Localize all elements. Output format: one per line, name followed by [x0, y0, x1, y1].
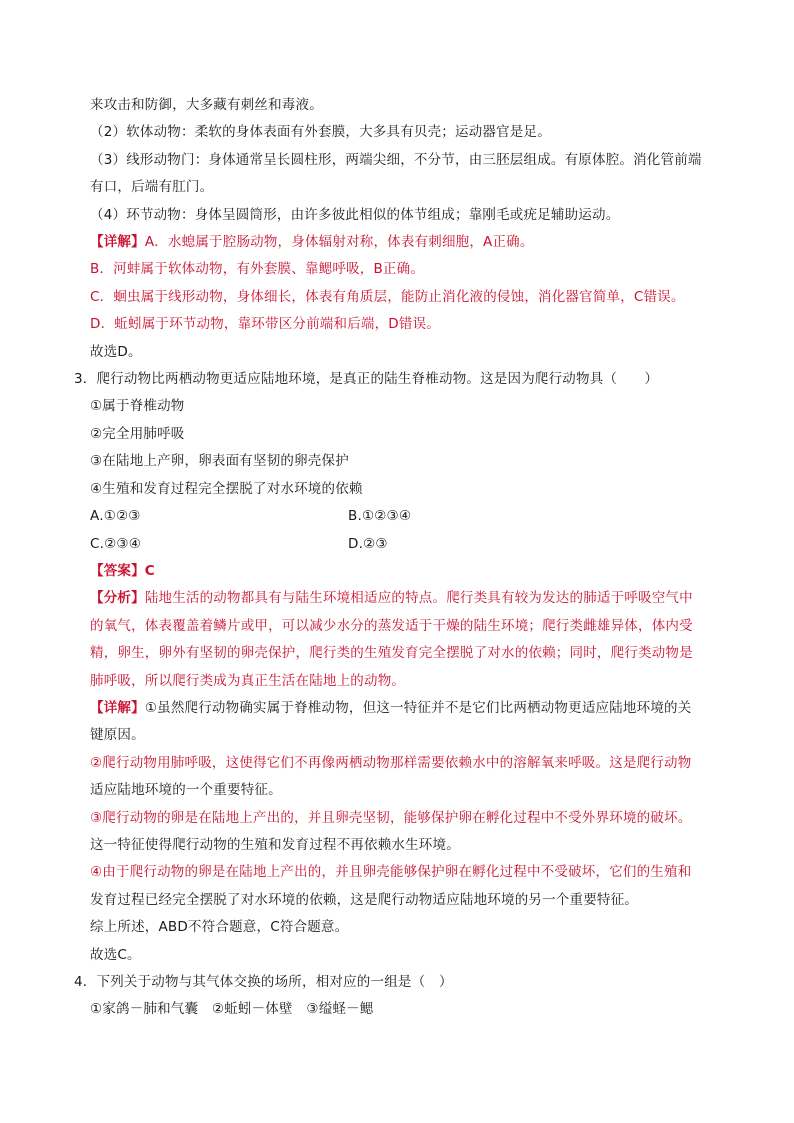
- answer-line: 【答案】C: [90, 562, 155, 579]
- explain-line: 适应陆地环境的一个重要特征。: [90, 782, 282, 799]
- explain-line: ④由于爬行动物的卵是在陆地上产出的，并且卵壳能够保护卵在孵化过程中不受破坏，它们的生殖和: [90, 864, 692, 881]
- option-b: B.①②③④: [348, 508, 412, 525]
- explain-text: ①虽然爬行动物确实属于脊椎动物，但这一特征并不是它们比两栖动物更适应陆地环境的关: [144, 699, 692, 716]
- detail-line: D．蚯蚓属于环节动物，靠环带区分前端和后端，D错误。: [90, 316, 440, 333]
- statement-3: ③在陆地上产卵，卵表面有坚韧的卵壳保护: [90, 453, 349, 470]
- explain-line: ③爬行动物的卵是在陆地上产出的，并且卵壳坚韧，能够保护卵在孵化过程中不受外界环境的破坏。: [90, 809, 692, 826]
- detail-tag: 【详解】: [90, 234, 145, 251]
- statement-2: ②完全用肺呼吸: [90, 425, 185, 442]
- statement-4: ④生殖和发育过程完全摆脱了对水环境的依赖: [90, 480, 363, 497]
- detail-line: B．河蚌属于软体动物，有外套膜、靠鳃呼吸，B正确。: [90, 261, 425, 278]
- analysis-line: 肺呼吸，所以爬行类成为真正生活在陆地上的动物。: [90, 672, 406, 689]
- conclusion-line: 故选C。: [90, 946, 141, 963]
- text-line: （3）线形动物门：身体通常呈长圆柱形，两端尖细，不分节，由三胚层组成。有原体腔。消化管前端: [90, 151, 702, 168]
- option-a: A.①②③: [90, 508, 141, 525]
- analysis-line: 的氧气，体表覆盖着鳞片或甲，可以减少水分的蒸发适于干燥的陆生环境；爬行类雌雄异体，体内受: [90, 617, 693, 634]
- explain-line: 这一特征使得爬行动物的生殖和发育过程不再依赖水生环境。: [90, 836, 460, 853]
- text-line: 有口，后端有肛门。: [90, 179, 214, 196]
- analysis-line: [90, 585, 730, 612]
- explain-line: ②爬行动物用肺呼吸，这使得它们不再像两栖动物那样需要依赖水中的溶解氧来呼吸。这是爬行动物: [90, 754, 692, 771]
- page-content: [74, 92, 730, 1024]
- analysis-line: 精，卵生，卵外有坚韧的卵壳保护，爬行类的生殖发育完全摆脱了对水的依赖；同时，爬行类动物是: [90, 645, 693, 662]
- text-line: 来攻击和防御，大多藏有刺丝和毒液。: [90, 97, 323, 113]
- summary-line: 综上所述，ABD不符合题意，C符合题意。: [90, 919, 349, 936]
- explain-line: [90, 695, 730, 722]
- detail-text: A．水螅属于腔肠动物，身体辐射对称，体表有刺细胞，A正确。: [144, 234, 534, 251]
- options-row-2: [90, 531, 730, 558]
- explain-line: 键原因。: [90, 727, 145, 744]
- statement-line: ①家鸽－肺和气囊 ②蚯蚓－体壁 ③缢蛏－鳃: [90, 1001, 374, 1018]
- analysis-text: 陆地生活的动物都具有与陆生环境相适应的特点。爬行类具有较为发达的肺适于呼吸空气中: [144, 590, 693, 607]
- conclusion-line: 故选D。: [90, 343, 142, 360]
- explain-tag: 【详解】: [90, 699, 145, 716]
- analysis-tag: 【分析】: [90, 590, 145, 607]
- question-3-stem: 3．爬行动物比两栖动物更适应陆地环境，是真正的陆生脊椎动物。这是因为爬行动物具（ ）: [74, 371, 659, 388]
- explain-line: 发育过程已经完全摆脱了对水环境的依赖，这是爬行动物适应陆地环境的另一个重要特征。: [90, 891, 638, 908]
- detail-line: C．蛔虫属于线形动物，身体细长，体表有角质层，能防止消化液的侵蚀，消化器官简单，C错误。: [90, 288, 685, 305]
- option-d: D.②③: [348, 535, 388, 552]
- question-4-stem: 4．下列关于动物与其气体交换的场所，相对应的一组是（ ）: [74, 974, 453, 990]
- text-line: （2）软体动物：柔软的身体表面有外套膜，大多具有贝壳；运动器官是足。: [90, 124, 551, 141]
- detail-line: [90, 229, 730, 256]
- options-row-1: [90, 503, 730, 530]
- text-line: （4）环节动物：身体呈圆筒形，由许多彼此相似的体节组成；靠刚毛或疣足辅助运动。: [90, 206, 620, 223]
- statement-1: ①属于脊椎动物: [90, 398, 185, 415]
- option-c: C.②③④: [90, 535, 142, 552]
